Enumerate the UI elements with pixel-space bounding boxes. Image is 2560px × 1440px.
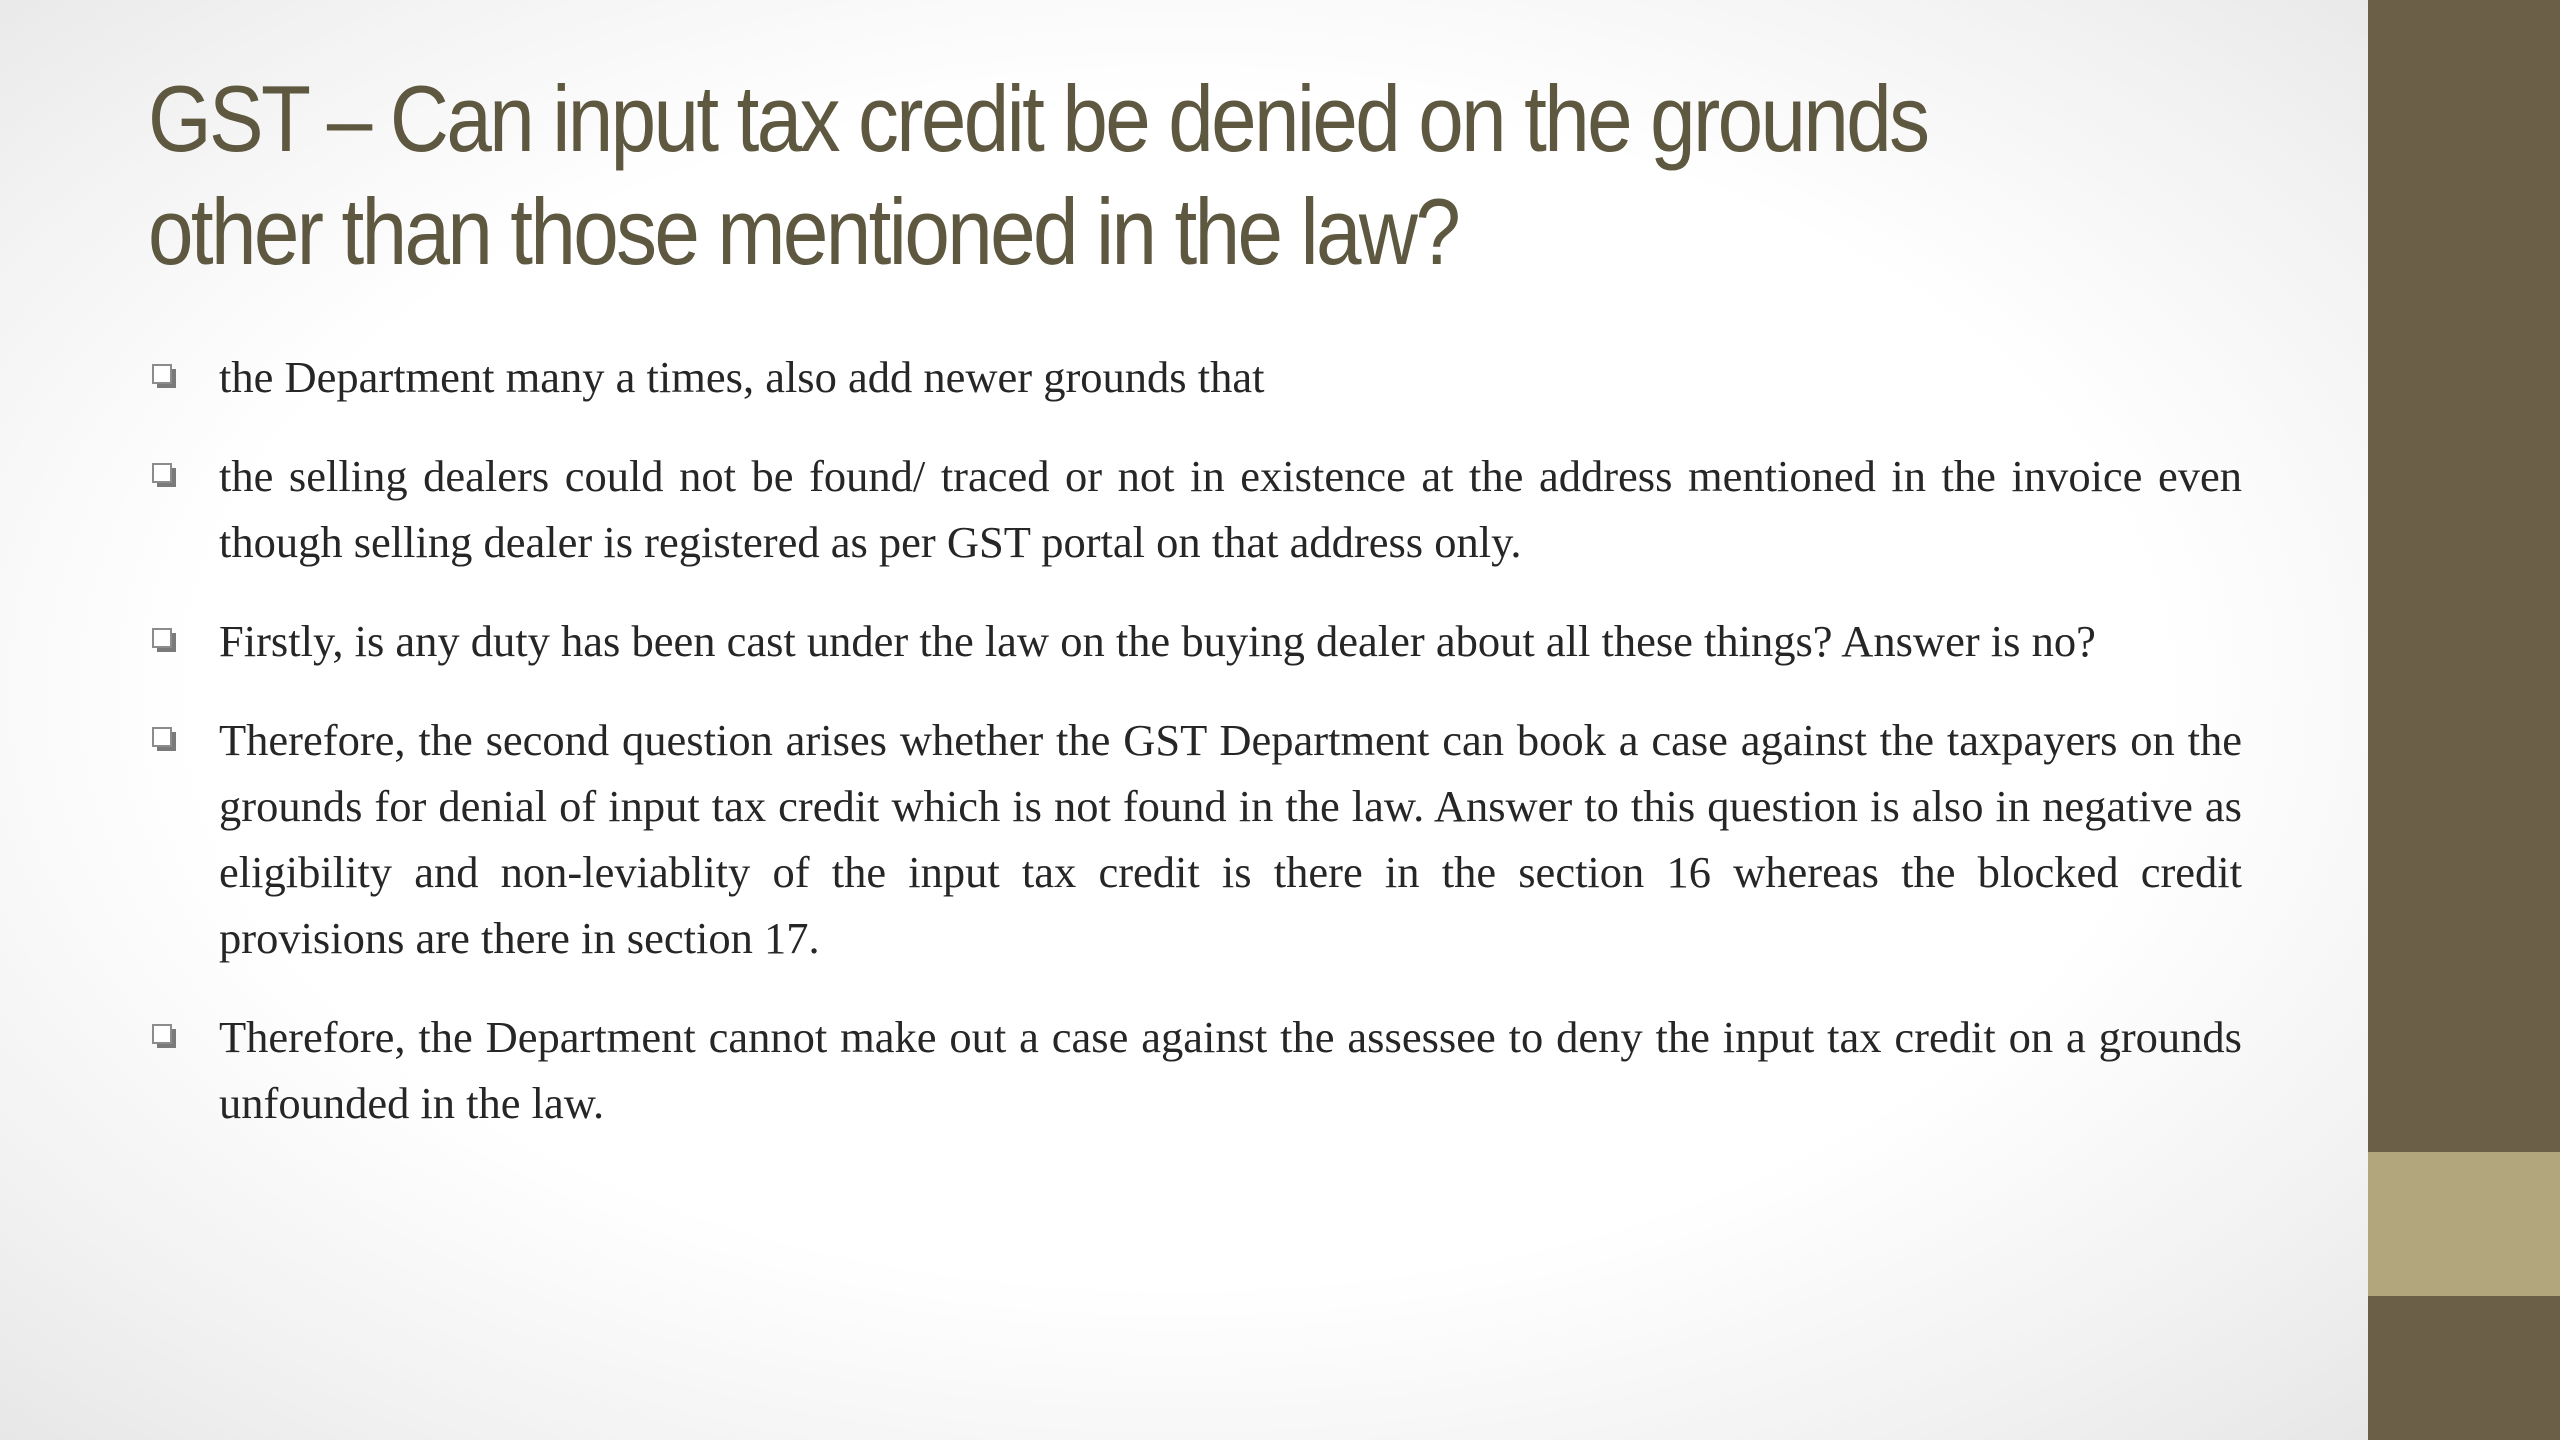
bullet-text: Firstly, is any duty has been cast under the law on the buying dealer about all these things? Answer is no?	[219, 616, 2096, 666]
bullet-text: Therefore, the second question arises whether the GST Department can book a case against the taxpayers on the grounds for denial of input tax credit which is not found in the law. Answer to this question is also in negative as eligibility and non-leviablity of the input tax credit is there in the section 16 whereas the blocked credit provisions are there in section 17.	[219, 715, 2242, 963]
bullet-item	[148, 707, 2242, 971]
hollow-square-bullet-icon	[152, 727, 177, 752]
bullet-item	[148, 608, 2242, 674]
hollow-square-bullet-icon	[152, 628, 177, 653]
hollow-square-bullet-icon	[152, 364, 177, 389]
bullet-item	[148, 344, 2242, 410]
decorative-sidebar	[2368, 0, 2560, 1440]
hollow-square-bullet-icon	[152, 1024, 177, 1049]
bullet-list	[148, 344, 2242, 1169]
bullet-text: the Department many a times, also add newer grounds that	[219, 352, 1265, 402]
bullet-item	[148, 1004, 2242, 1136]
bullet-text: Therefore, the Department cannot make out a case against the assessee to deny the input tax credit on a grounds unfounded in the law.	[219, 1012, 2242, 1128]
bullet-item	[148, 443, 2242, 575]
sidebar-accent-block	[2368, 1152, 2560, 1296]
slide-title: GST – Can input tax credit be denied on the grounds other than those mentioned in the law?	[148, 66, 1928, 284]
bullet-text: the selling dealers could not be found/ traced or not in existence at the address mentioned in the invoice even though selling dealer is registered as per GST portal on that address only.	[219, 451, 2242, 567]
hollow-square-bullet-icon	[152, 463, 177, 488]
